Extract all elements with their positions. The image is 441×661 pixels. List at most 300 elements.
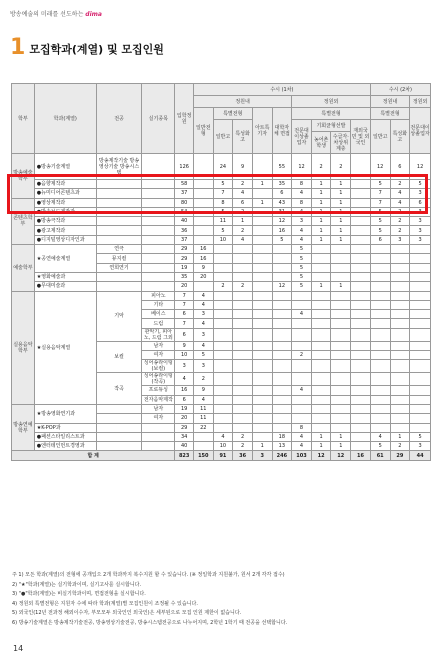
value-cell: 1 [331,442,351,451]
dept-cell: ★영화예술과 [34,272,96,281]
value-cell [370,423,390,432]
value-cell [370,291,390,300]
quota-cell: 7 [175,291,194,300]
value-cell: 16 [193,245,213,254]
value-cell: 2 [390,442,410,451]
value-cell: 1 [252,198,272,207]
table-row [12,404,431,413]
header-inside: 정원내 [193,96,291,108]
value-cell [351,319,371,328]
value-cell: 1 [311,235,331,244]
table-body [12,154,431,461]
value-cell [213,404,233,413]
value-cell [351,291,371,300]
value-cell [311,351,331,360]
value-cell [331,328,351,341]
value-cell [252,291,272,300]
value-cell [331,414,351,423]
value-cell [252,226,272,235]
value-cell [252,235,272,244]
sum-cell: 36 [233,451,253,460]
value-cell [311,254,331,263]
value-cell: 3 [410,235,431,244]
value-cell: 1 [311,189,331,198]
value-cell: 3 [410,442,431,451]
header-tagline [10,9,102,18]
quota-cell: 29 [175,423,194,432]
major-cell [96,414,142,423]
value-cell [351,263,371,272]
dept-cell: ●영상제작과 [34,198,96,207]
value-cell: 5 [213,180,233,189]
value-cell [410,360,431,373]
value-cell: 8 [292,180,312,189]
value-cell [390,351,410,360]
value-cell: 4 [213,432,233,441]
value-cell [252,189,272,198]
school-cell: 방송예술학부 [12,154,35,199]
header-inside2: 정원내 [370,96,409,108]
practical-cell [142,432,175,441]
value-cell [331,395,351,404]
value-cell [370,245,390,254]
value-cell [213,351,233,360]
value-cell [252,432,272,441]
sum-label: 합 계 [12,451,175,460]
value-cell [272,254,292,263]
table-row [12,154,431,180]
value-cell [370,282,390,291]
header-special: 특별전형 [213,108,252,120]
practical-cell: 남자 [142,341,175,350]
major-cell: 뮤지컬 [96,254,142,263]
dept-cell: ●엔터테인먼트경영과 [34,442,96,451]
value-cell [390,310,410,319]
major-cell [96,442,142,451]
value-cell [213,373,233,386]
value-cell: 2 [193,373,213,386]
value-cell [252,414,272,423]
major-cell [96,272,142,281]
header-exp2: 특성화고 [390,120,410,154]
header-outside: 정원외 [292,96,371,108]
sum-cell: 150 [193,451,213,460]
value-cell [410,300,431,309]
table-row [12,207,431,216]
header-outside2: 정원외 [410,96,431,108]
value-cell [252,395,272,404]
value-cell: 5 [292,282,312,291]
value-cell [193,432,213,441]
value-cell: 1 [311,226,331,235]
value-cell [410,341,431,350]
value-cell [390,319,410,328]
value-cell: 1 [311,217,331,226]
quota-cell: 54 [175,207,194,216]
value-cell [252,217,272,226]
header-major: 전공 [96,84,142,154]
value-cell: 5 [370,180,390,189]
value-cell [331,300,351,309]
value-cell: 4 [292,386,312,395]
sum-cell: 44 [410,451,431,460]
value-cell [272,263,292,272]
major-cell [96,189,142,198]
value-cell [351,341,371,350]
quota-cell: 58 [175,180,194,189]
value-cell [311,341,331,350]
sum-cell: 16 [351,451,371,460]
value-cell: 20 [193,272,213,281]
value-cell: 4 [292,207,312,216]
value-cell: 55 [272,154,292,180]
practical-cell [142,442,175,451]
value-cell [292,360,312,373]
value-cell [272,351,292,360]
value-cell: 2 [233,180,253,189]
value-cell [410,404,431,413]
admission-table [11,83,431,461]
value-cell [410,319,431,328]
value-cell: 43 [272,198,292,207]
table-row [12,291,431,300]
practical-cell: 드럼 [142,319,175,328]
value-cell [351,282,371,291]
practical-cell [142,272,175,281]
value-cell [331,310,351,319]
practical-cell [142,207,175,216]
value-cell [311,373,331,386]
major-cell [96,404,142,413]
value-cell [370,272,390,281]
value-cell [213,263,233,272]
quota-cell: 10 [175,351,194,360]
value-cell [331,351,351,360]
quota-cell: 9 [175,341,194,350]
table-row [12,198,431,207]
header-farm: 농어촌학생 [311,132,331,154]
value-cell [410,245,431,254]
note-line: 4) 정원외 특별전형은 지원자 수에 따라 학과(계열)별 모집인원이 조정될 수 있습니다. [12,600,198,607]
value-cell: 2 [390,180,410,189]
value-cell [193,217,213,226]
value-cell: 10 [213,235,233,244]
value-cell: 1 [331,189,351,198]
value-cell [233,373,253,386]
practical-cell [142,154,175,180]
table-row [12,235,431,244]
value-cell [370,373,390,386]
value-cell: 4 [193,395,213,404]
value-cell [331,245,351,254]
practical-cell [142,245,175,254]
value-cell [233,310,253,319]
table-row [12,423,431,432]
value-cell [213,319,233,328]
value-cell [351,404,371,413]
value-cell: 5 [370,217,390,226]
practical-cell: 전자음악제작 [142,395,175,404]
value-cell [272,386,292,395]
value-cell [252,154,272,180]
value-cell: 5 [213,207,233,216]
value-cell [213,341,233,350]
value-cell: 1 [331,282,351,291]
value-cell: 10 [213,442,233,451]
quota-cell: 6 [175,328,194,341]
header-special3: 특별전형 [370,108,409,120]
value-cell [311,310,331,319]
value-cell [252,272,272,281]
quota-cell: 29 [175,254,194,263]
value-cell: 3 [390,235,410,244]
value-cell [390,282,410,291]
value-cell: 2 [390,217,410,226]
value-cell: 1 [252,442,272,451]
value-cell [272,310,292,319]
dept-cell: ●방송보도제작과 [34,207,96,216]
quota-cell: 4 [175,373,194,386]
value-cell [233,254,253,263]
value-cell [351,217,371,226]
major-cell [96,207,142,216]
value-cell: 7 [213,189,233,198]
dima-logo: dima [85,11,102,18]
value-cell: 5 [370,226,390,235]
practical-cell: 베이스 [142,310,175,319]
value-cell [193,154,213,180]
value-cell: 2 [331,154,351,180]
value-cell [233,351,253,360]
value-cell: 4 [292,235,312,244]
practical-cell: 싱어송라이팅 (작곡) [142,373,175,386]
value-cell [272,395,292,404]
table-row [12,226,431,235]
value-cell [292,404,312,413]
value-cell [272,300,292,309]
dept-cell: ●무대미술과 [34,282,96,291]
value-cell: 5 [272,235,292,244]
value-cell [193,235,213,244]
header-grad2: 전문대이상졸업자 [410,108,431,154]
value-cell [233,414,253,423]
value-cell [390,263,410,272]
value-cell [213,386,233,395]
sum-quota: 823 [175,451,194,460]
value-cell [311,291,331,300]
value-cell [370,395,390,404]
value-cell [213,291,233,300]
value-cell [193,282,213,291]
value-cell [193,180,213,189]
school-cell: 콘텐츠학부 [12,198,35,244]
major-cell: 방송제작기술 방송영상기술 방송시스템 [96,154,142,180]
practical-cell [142,263,175,272]
value-cell [351,154,371,180]
value-cell [390,245,410,254]
value-cell [252,386,272,395]
value-cell [252,423,272,432]
quota-cell: 36 [175,226,194,235]
value-cell: 5 [410,180,431,189]
note-line: 3) "●"학과(계열)는 비실기학과이며, 면접전형을 실시합니다. [12,591,146,597]
quota-cell: 6 [175,310,194,319]
value-cell [331,373,351,386]
practical-cell: 프로듀싱 [142,386,175,395]
practical-cell: 피아노 [142,291,175,300]
value-cell [233,395,253,404]
notes-section [12,571,432,628]
header-susi1: 수시 (1차) [193,84,370,96]
value-cell: 3 [193,328,213,341]
value-cell: 18 [272,432,292,441]
value-cell: 2 [233,442,253,451]
value-cell [331,423,351,432]
value-cell [213,395,233,404]
header-basic: 수급자·차상위계층 [332,133,349,152]
header-foreign: 재외국민 및 외국인 [351,120,371,154]
value-cell [252,360,272,373]
value-cell: 16 [272,226,292,235]
value-cell: 6 [410,198,431,207]
quota-cell: 126 [175,154,194,180]
value-cell [233,360,253,373]
value-cell: 5 [213,226,233,235]
value-cell: 5 [370,442,390,451]
value-cell [331,319,351,328]
quota-cell: 7 [175,319,194,328]
value-cell [311,245,331,254]
value-cell [292,395,312,404]
quota-cell: 80 [175,198,194,207]
value-cell [252,319,272,328]
value-cell [233,300,253,309]
value-cell: 4 [233,235,253,244]
table-row [12,432,431,441]
sum-cell: 91 [213,451,233,460]
value-cell: 2 [233,282,253,291]
value-cell: 3 [292,217,312,226]
value-cell [390,404,410,413]
value-cell [233,386,253,395]
value-cell [292,291,312,300]
major-cell: 연희연기 [96,263,142,272]
value-cell [252,310,272,319]
school-cell: 방송연예학부 [12,404,35,450]
note-line: 6) 방송기술계열은 방송제작기술전공, 방송영상기술전공, 방송시스템전공으로 나누어지며, 2학년 1학기 때 전공을 선택합니다. [12,619,288,626]
quota-cell: 40 [175,442,194,451]
value-cell [331,360,351,373]
value-cell [390,291,410,300]
value-cell [351,235,371,244]
value-cell: 6 [272,189,292,198]
value-cell [410,386,431,395]
value-cell: 8 [292,198,312,207]
value-cell [233,245,253,254]
header-school: 학부 [12,84,35,154]
practical-cell: 남자 [142,404,175,413]
value-cell [213,245,233,254]
quota-cell: 3 [175,360,194,373]
value-cell: 1 [331,226,351,235]
quota-cell: 37 [175,189,194,198]
value-cell [351,300,371,309]
value-cell: 3 [410,226,431,235]
practical-cell: 여자 [142,351,175,360]
value-cell [410,328,431,341]
sum-cell: 12 [331,451,351,460]
value-cell [351,432,371,441]
value-cell [311,300,331,309]
table-row [12,282,431,291]
value-cell [390,373,410,386]
value-cell [390,360,410,373]
value-cell [292,300,312,309]
value-cell: 1 [331,180,351,189]
major-cell [96,180,142,189]
value-cell: 31 [272,207,292,216]
value-cell [410,263,431,272]
value-cell: 12 [410,154,431,180]
value-cell [370,319,390,328]
value-cell [390,341,410,350]
header-general: 일반전형 [193,108,213,154]
dept-cell: ●디지털영상디자인과 [34,235,96,244]
value-cell [370,386,390,395]
value-cell [311,395,331,404]
practical-cell [142,423,175,432]
quota-cell: 29 [175,245,194,254]
value-cell: 4 [193,300,213,309]
dept-cell: ●광고제작과 [34,226,96,235]
value-cell [370,404,390,413]
note-line: 5) 외국인(12년 전과정 해외이수자, 부모모두 외국인인 외국인)은 세부된으로 모집 인원 제한이 없습니다. [12,610,242,616]
value-cell [370,300,390,309]
value-cell: 5 [292,245,312,254]
value-cell [233,272,253,281]
value-cell: 2 [390,207,410,216]
note-line: 2) "★"학과(계열)는 실기학과이며, 실기고사를 실시합니다. [12,581,142,588]
practical-cell [142,217,175,226]
value-cell: 1 [311,198,331,207]
school-cell: 예술학부 [12,245,35,291]
value-cell [351,423,371,432]
quota-cell: 34 [175,432,194,441]
header-equity: 기회균형선발 [311,120,350,132]
value-cell [193,207,213,216]
major-cell [96,432,142,441]
practical-cell: 싱어송라이팅 (보컬) [142,360,175,373]
header-gen2: 일반고 [370,120,390,154]
header-general-hs: 일반고 [213,120,233,154]
value-cell [233,328,253,341]
value-cell [331,254,351,263]
major-cell: 연극 [96,245,142,254]
value-cell: 24 [213,154,233,180]
value-cell: 4 [390,198,410,207]
value-cell [252,245,272,254]
note-line: 주 1) 모든 학과(계열)의 전형에 공개입으 2개 학과까지 복수지원 할 수 있습니다. (※ 정일학과 지원불가, 원서 2개 각각 접수) [12,572,285,578]
value-cell [410,291,431,300]
value-cell [351,351,371,360]
quota-cell: 35 [175,272,194,281]
quota-cell: 6 [175,395,194,404]
value-cell [410,395,431,404]
quota-cell: 40 [175,217,194,226]
value-cell: 11 [193,414,213,423]
value-cell [233,291,253,300]
practical-cell [142,180,175,189]
